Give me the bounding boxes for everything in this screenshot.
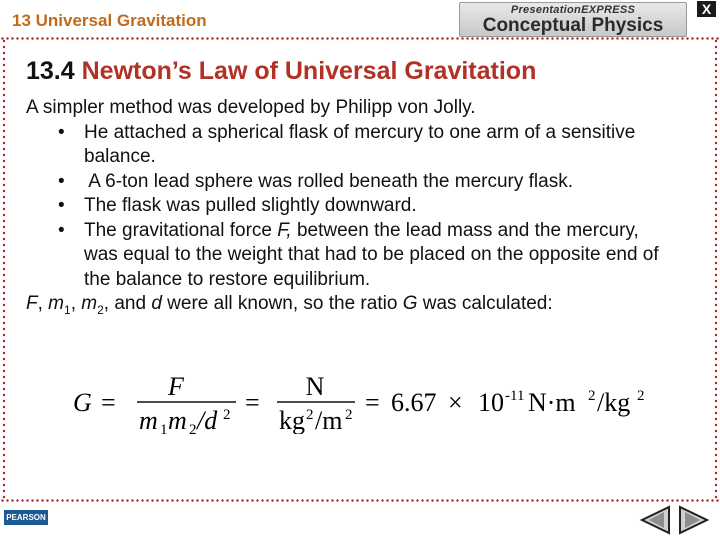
brand-presentation-express: PresentationEXPRESS (510, 4, 636, 16)
eq-frac1-numerator: F (168, 372, 184, 401)
bullet-item: • The gravitational force F, between the lead mass and the mercury, was equal to the weight that had to be placed on the opposite end of the balance to restore equilibrium. (58, 219, 659, 290)
pearson-logo: PEARSON (4, 510, 48, 525)
eq-g: G (73, 388, 92, 417)
eq-equals-3: = (365, 388, 380, 417)
bullet-list (26, 121, 706, 293)
eq-units-kg: /kg (597, 388, 631, 417)
brand-banner (459, 2, 687, 37)
chapter-title: 13 Universal Gravitation (12, 11, 207, 30)
bullet-dot-icon: • (58, 170, 65, 192)
eq-m1: m (139, 406, 158, 434)
close-button[interactable]: X (697, 1, 716, 17)
intro-text: A simpler method was developed by Philipp von Jolly. (26, 97, 476, 118)
eq-m-den: /m (315, 406, 343, 434)
eq-m-units-exp: 2 (588, 388, 596, 404)
bullet-item: • A 6-ton lead sphere was rolled beneath the mercury flask. (26, 170, 706, 195)
eq-exponent: -11 (505, 388, 525, 404)
eq-ten: 10 (478, 388, 504, 417)
eq-d: /d (197, 406, 218, 434)
slide-body (26, 96, 706, 322)
bullet-dot-icon: • (58, 195, 65, 216)
right-dotted-border (714, 38, 718, 502)
slide-title (26, 57, 536, 86)
eq-value: 6.67 (391, 388, 437, 417)
eq-frac2-numerator: N (305, 372, 325, 401)
eq-units-nm: N·m (528, 388, 576, 417)
section-number: 13.4 (26, 57, 75, 85)
eq-sub1: 1 (160, 422, 168, 434)
eq-kg: kg (279, 406, 305, 434)
eq-m2: m (168, 406, 187, 434)
footer-dotted-rule (0, 498, 720, 503)
eq-equals-2: = (245, 388, 260, 417)
eq-times: × (448, 388, 463, 417)
bullet-dot-icon: • (58, 219, 65, 241)
gravitational-constant-equation (73, 370, 653, 434)
left-dotted-border (2, 38, 6, 502)
back-triangle-icon[interactable] (638, 505, 671, 535)
forward-triangle-icon[interactable] (678, 505, 711, 535)
eq-sub2: 2 (189, 422, 197, 434)
eq-kg-exp: 2 (306, 407, 314, 423)
bullet-dot-icon: • (58, 121, 65, 143)
eq-m-exp: 2 (345, 407, 353, 423)
section-title: Newton’s Law of Universal Gravitation (81, 57, 537, 85)
conclusion-text: F, $m_1$, $m_2$, and d were all known, so the ratio G was calculated: (26, 293, 553, 317)
bullet-item: • The flask was pulled slightly downward. (26, 194, 706, 219)
eq-kg-units-exp: 2 (637, 388, 645, 404)
bullet-item: • He attached a spherical flask of mercury to one arm of a sensitive balance. (58, 121, 636, 167)
eq-equals-1: = (101, 388, 116, 417)
eq-d-exp: 2 (223, 407, 231, 423)
brand-conceptual-physics: Conceptual Physics (482, 15, 664, 36)
